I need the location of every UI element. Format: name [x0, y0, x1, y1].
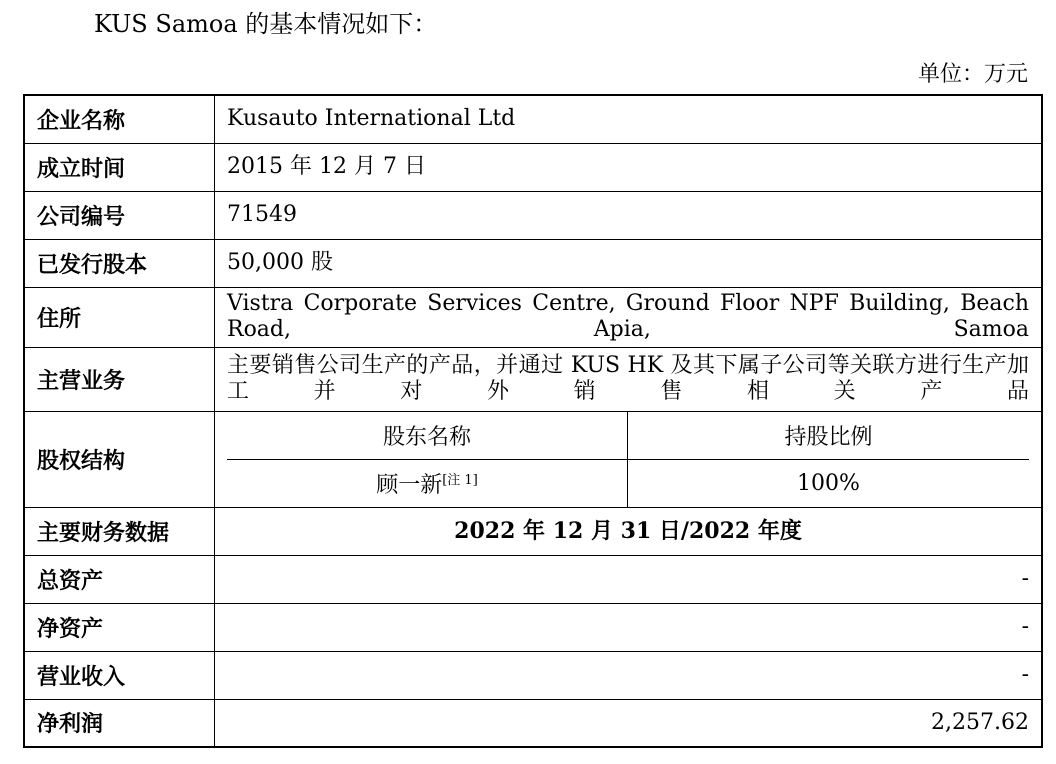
row-label: 净利润: [24, 699, 215, 747]
table-row: [24, 287, 1042, 347]
table-row: [24, 411, 1042, 507]
row-label: 住所: [24, 287, 215, 347]
table-row: [24, 507, 1042, 555]
row-label: 主营业务: [24, 347, 215, 411]
row-label: 营业收入: [24, 651, 215, 699]
row-label: 企业名称: [24, 95, 215, 143]
row-label: 成立时间: [24, 143, 215, 191]
table-row: [24, 143, 1042, 191]
company-name-value: Kusauto International Ltd: [215, 95, 1043, 143]
table-row: [24, 95, 1042, 143]
table-row: [24, 191, 1042, 239]
table-row: [24, 555, 1042, 603]
address-value: Vistra Corporate Services Centre, Ground Floor NPF Building, Beach Road, Apia, Samoa: [215, 287, 1043, 347]
row-label: 净资产: [24, 603, 215, 651]
ratio-value: 100%: [797, 470, 860, 496]
net-profit-value: 2,257.62: [215, 699, 1043, 747]
finance-period: 2022 年 12 月 31 日/2022 年度: [215, 507, 1043, 555]
row-label: 已发行股本: [24, 239, 215, 287]
table-row: [24, 699, 1042, 747]
net-assets-value: -: [215, 603, 1043, 651]
holder-cell: [227, 459, 628, 507]
table-row: [24, 239, 1042, 287]
ratio-header: 持股比例: [628, 412, 1030, 460]
equity-table: [227, 412, 1029, 507]
intro-text: KUS Samoa 的基本情况如下：: [94, 10, 438, 38]
row-label: 公司编号: [24, 191, 215, 239]
holder-name: 顾一新: [376, 472, 443, 498]
holder-header: 股东名称: [227, 412, 628, 460]
revenue-value: -: [215, 651, 1043, 699]
table-row: [24, 603, 1042, 651]
unit-label: 单位：万元: [917, 62, 1028, 87]
total-assets-value: -: [215, 555, 1043, 603]
row-label: 总资产: [24, 555, 215, 603]
row-label: 主要财务数据: [24, 507, 215, 555]
business-value: 主要销售公司生产的产品，并通过 KUS HK 及其下属子公司等关联方进行生产加工并对外销售相关产品: [215, 347, 1043, 411]
table-row: [24, 347, 1042, 411]
row-label: 股权结构: [24, 411, 215, 507]
holder-note: [注 1]: [442, 472, 478, 488]
company-info-table: [23, 94, 1043, 748]
founded-value: 2015 年 12 月 7 日: [215, 143, 1043, 191]
table-row: [24, 651, 1042, 699]
equity-structure: [215, 411, 1043, 507]
company-no-value: 71549: [215, 191, 1043, 239]
shares-value: 50,000 股: [215, 239, 1043, 287]
